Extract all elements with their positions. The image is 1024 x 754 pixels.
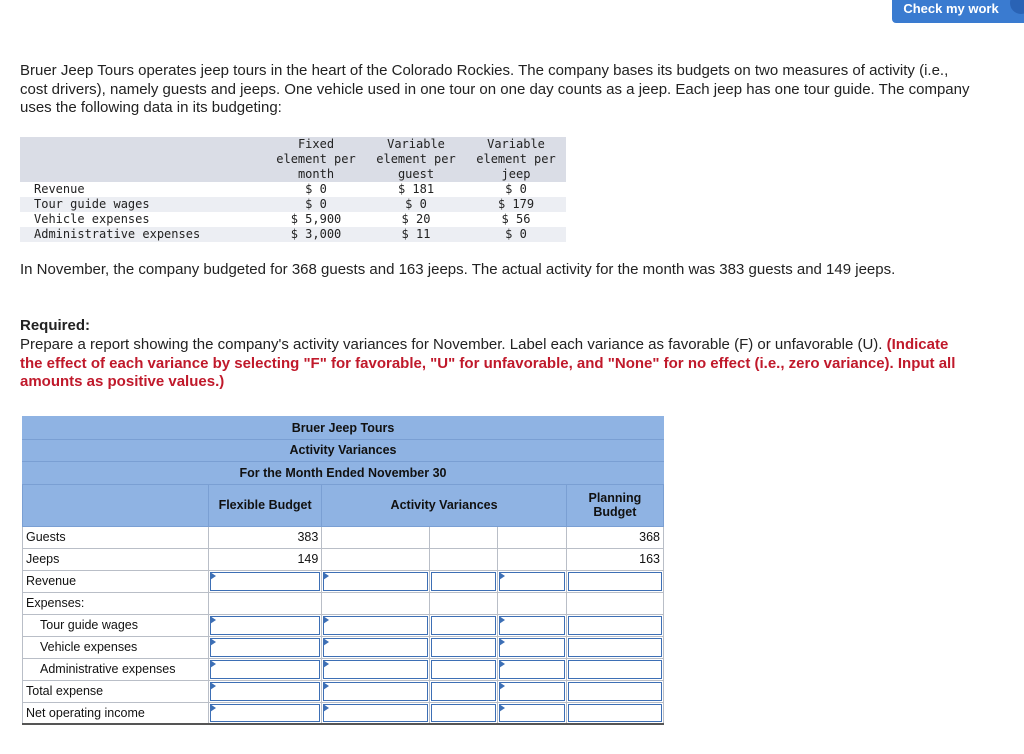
- admin-variance-input[interactable]: [322, 658, 429, 680]
- guests-variance-amount: [322, 526, 429, 548]
- vehicle-planning-input[interactable]: [566, 636, 663, 658]
- row-label-administrative-expenses: Administrative expenses: [20, 227, 266, 242]
- row-expenses-label: Expenses:: [23, 592, 209, 614]
- row-revenue-label: Revenue: [23, 570, 209, 592]
- required-text: Prepare a report showing the company's activity variances for November. Label each variance as favorable (F) or unfavorable (U).: [20, 336, 883, 353]
- wages-variance-input[interactable]: [322, 614, 429, 636]
- input-marker-icon: [499, 704, 505, 712]
- input-marker-icon: [210, 660, 216, 668]
- admin-guest: $ 11: [366, 227, 466, 242]
- total-flexible-input[interactable]: [208, 680, 321, 702]
- input-marker-icon: [499, 616, 505, 624]
- admin-planning-input[interactable]: [566, 658, 663, 680]
- required-instruction: (Indicate the effect of each variance by selecting "F" for favorable, "U" for unfavorable, and "None" for no effect (i.e., zero variance). Input all amounts as positive values.): [20, 336, 956, 390]
- input-marker-icon: [210, 572, 216, 580]
- row-tour-guide-wages-label: Tour guide wages: [23, 614, 209, 636]
- revenue-planning-input[interactable]: [566, 570, 663, 592]
- wages-jeep: $ 179: [466, 197, 566, 212]
- input-marker-icon: [499, 638, 505, 646]
- header-blank: [20, 137, 266, 182]
- admin-effect-select[interactable]: [429, 658, 498, 680]
- header-guest-1: Variable: [366, 137, 466, 152]
- november-paragraph: In November, the company budgeted for 368 guests and 163 jeeps. The actual activity for the month was 383 guests and 149 jeeps.: [20, 261, 896, 278]
- button-edge-decoration: [1010, 0, 1024, 14]
- header-jeep-3: jeep: [466, 167, 566, 182]
- expenses-blank-1: [208, 592, 321, 614]
- row-administrative-expenses-label: Administrative expenses: [23, 658, 209, 680]
- noi-effect-select[interactable]: [429, 702, 498, 724]
- row-net-operating-income-label: Net operating income: [23, 702, 209, 724]
- required-heading: Required:: [20, 317, 91, 334]
- noi-planning-input[interactable]: [566, 702, 663, 724]
- header-fixed-2: element per: [266, 152, 366, 167]
- admin-flexible-input[interactable]: [208, 658, 321, 680]
- input-marker-icon: [323, 638, 329, 646]
- activity-variances-table: [22, 416, 664, 725]
- admin-fixed: $ 3,000: [266, 227, 366, 242]
- input-marker-icon: [323, 572, 329, 580]
- wages-flexible-input[interactable]: [208, 614, 321, 636]
- input-marker-icon: [499, 572, 505, 580]
- input-marker-icon: [323, 660, 329, 668]
- check-my-work-button[interactable]: [892, 0, 1024, 23]
- noi-planning-spacer: [498, 702, 567, 724]
- row-label-revenue: Revenue: [34, 182, 85, 196]
- revenue-effect-select[interactable]: [429, 570, 498, 592]
- header-blank-cell: [23, 484, 209, 526]
- wages-planning-spacer: [498, 614, 567, 636]
- col-planning-budget: Planning Budget: [566, 484, 663, 526]
- report-company: Bruer Jeep Tours: [23, 417, 664, 440]
- jeeps-variance-amount: [322, 548, 429, 570]
- row-jeeps-label: Jeeps: [23, 548, 209, 570]
- row-vehicle-expenses-label: Vehicle expenses: [23, 636, 209, 658]
- wages-guest: $ 0: [366, 197, 466, 212]
- revenue-planning-spacer: [498, 570, 567, 592]
- header-jeep-2: element per: [466, 152, 566, 167]
- guests-planning: 368: [566, 526, 663, 548]
- vehicle-variance-input[interactable]: [322, 636, 429, 658]
- wages-planning-input[interactable]: [566, 614, 663, 636]
- jeeps-variance-effect: [429, 548, 498, 570]
- row-label-tour-guide-wages: Tour guide wages: [20, 197, 266, 212]
- jeeps-planning: 163: [566, 548, 663, 570]
- total-variance-input[interactable]: [322, 680, 429, 702]
- input-marker-icon: [210, 616, 216, 624]
- header-guest-3: guest: [366, 167, 466, 182]
- input-marker-icon: [210, 704, 216, 712]
- vehicle-fixed: $ 5,900: [290, 212, 342, 226]
- noi-variance-input[interactable]: [322, 702, 429, 724]
- admin-jeep: $ 0: [466, 227, 566, 242]
- jeeps-flexible: 149: [208, 548, 321, 570]
- input-marker-icon: [323, 704, 329, 712]
- input-marker-icon: [499, 682, 505, 690]
- budget-data-table: [20, 137, 566, 242]
- input-marker-icon: [323, 682, 329, 690]
- vehicle-jeep: $ 56: [501, 212, 531, 226]
- guests-variance-effect: [429, 526, 498, 548]
- wages-effect-select[interactable]: [429, 614, 498, 636]
- expenses-blank-5: [566, 592, 663, 614]
- check-my-work-label: Check my work: [903, 1, 999, 16]
- report-period: For the Month Ended November 30: [23, 462, 664, 485]
- col-flexible-budget: Flexible Budget: [208, 484, 321, 526]
- required-paragraph: [20, 336, 970, 392]
- vehicle-planning-spacer: [498, 636, 567, 658]
- header-guest-2: element per: [366, 152, 466, 167]
- total-planning-input[interactable]: [566, 680, 663, 702]
- input-marker-icon: [210, 682, 216, 690]
- expenses-blank-4: [498, 592, 567, 614]
- header-fixed-1: Fixed: [266, 137, 366, 152]
- total-effect-select[interactable]: [429, 680, 498, 702]
- guests-flexible: 383: [208, 526, 321, 548]
- expenses-blank-2: [322, 592, 429, 614]
- revenue-variance-input[interactable]: [322, 570, 429, 592]
- revenue-guest: $ 181: [397, 182, 435, 196]
- input-marker-icon: [210, 638, 216, 646]
- col-activity-variances: Activity Variances: [322, 484, 566, 526]
- guests-spacer: [498, 526, 567, 548]
- jeeps-spacer: [498, 548, 567, 570]
- noi-flexible-input[interactable]: [208, 702, 321, 724]
- expenses-blank-3: [429, 592, 498, 614]
- vehicle-flexible-input[interactable]: [208, 636, 321, 658]
- report-title: Activity Variances: [23, 439, 664, 462]
- revenue-jeep: $ 0: [505, 182, 527, 196]
- header-fixed-3: month: [266, 167, 366, 182]
- wages-fixed: $ 0: [266, 197, 366, 212]
- revenue-flexible-input[interactable]: [208, 570, 321, 592]
- vehicle-guest: $ 20: [401, 212, 431, 226]
- intro-paragraph: Bruer Jeep Tours operates jeep tours in the heart of the Colorado Rockies. The company bases its budgets on two measures of activity (i.e., cost drivers), namely guests and jeeps. One vehicle used in one tour on one day counts as a jeep. Each jeep has one tour guide. The company uses the following data in its budgeting:: [20, 62, 970, 116]
- input-marker-icon: [499, 660, 505, 668]
- total-planning-spacer: [498, 680, 567, 702]
- header-jeep-1: Variable: [466, 137, 566, 152]
- revenue-fixed: $ 0: [305, 182, 327, 196]
- vehicle-effect-select[interactable]: [429, 636, 498, 658]
- row-total-expense-label: Total expense: [23, 680, 209, 702]
- row-label-vehicle-expenses: Vehicle expenses: [34, 212, 150, 226]
- row-guests-label: Guests: [23, 526, 209, 548]
- input-marker-icon: [323, 616, 329, 624]
- admin-planning-spacer: [498, 658, 567, 680]
